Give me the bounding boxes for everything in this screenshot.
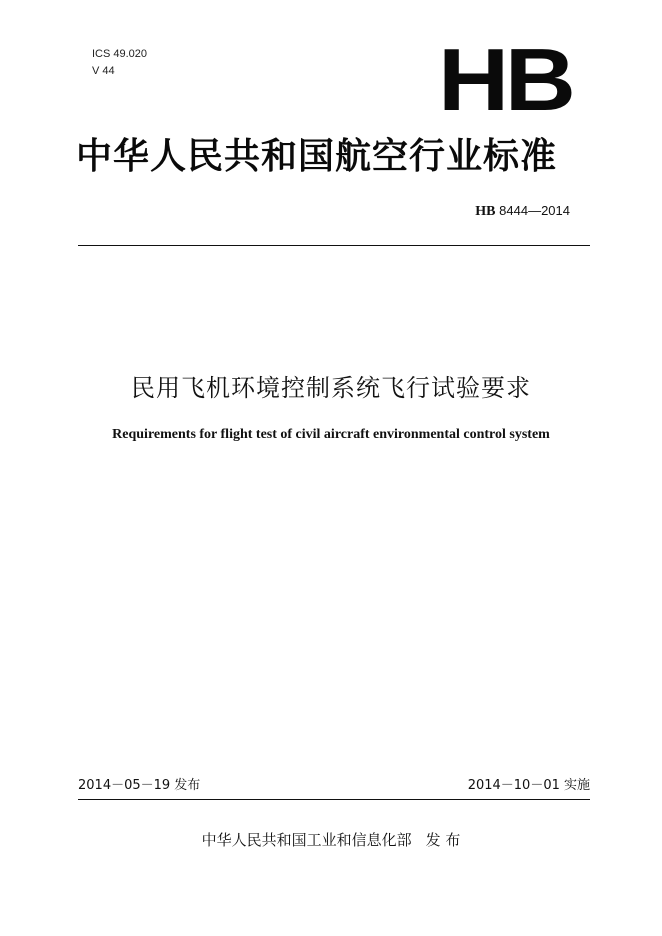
issuing-authority — [0, 829, 662, 850]
standard-number-prefix: HB — [475, 204, 496, 219]
issue-date: 2014－05－19 发布 — [78, 778, 201, 793]
bottom-divider — [78, 799, 590, 800]
issuer-action: 发 布 — [425, 831, 461, 849]
standard-number — [475, 203, 570, 220]
standard-category-title: 中华人民共和国航空行业标准 — [76, 136, 558, 177]
ics-code: ICS 49.020 — [92, 48, 148, 60]
implementation-date: 2014－10－01 实施 — [467, 778, 590, 793]
issuer-organization: 中华人民共和国工业和信息化部 — [201, 831, 412, 849]
top-divider — [78, 245, 590, 246]
document-title-chinese: 民用飞机环境控制系统飞行试验要求 — [131, 374, 531, 402]
document-title-english: Requirements for flight test of civil aircraft environmental control system — [112, 427, 550, 442]
classification-codes — [92, 46, 147, 80]
ccs-code: V 44 — [92, 65, 115, 77]
standard-number-value: 8444—2014 — [499, 203, 570, 218]
hb-logo: HB — [438, 30, 572, 129]
